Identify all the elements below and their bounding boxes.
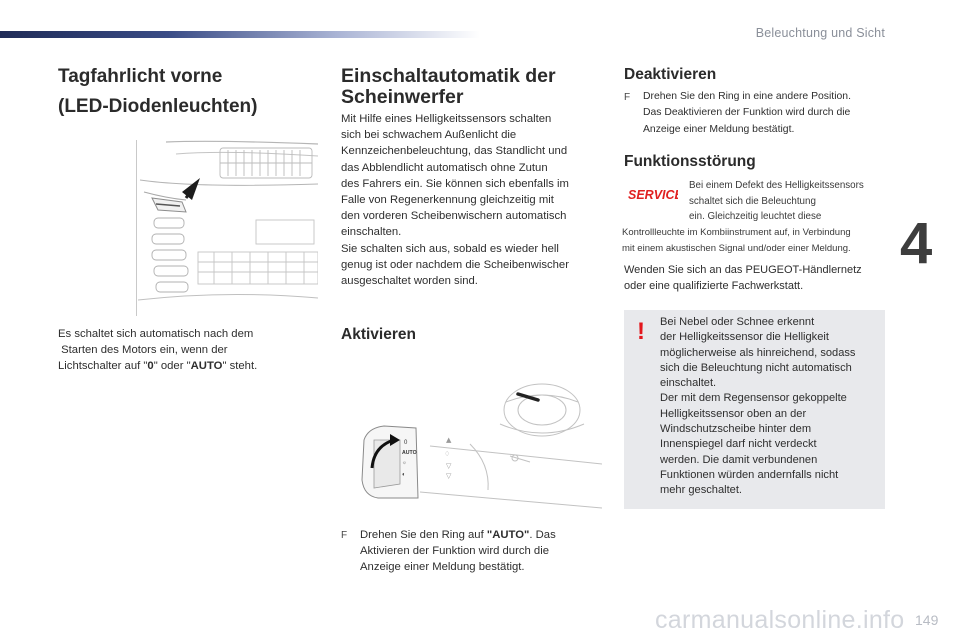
text-line: Bei Nebel oder Schnee erkennt xyxy=(660,316,815,328)
text-line: Aktivieren der Funktion wird durch die xyxy=(360,545,549,558)
watermark: carmanualsonline.info xyxy=(655,606,905,634)
text-line: schaltet sich die Beleuchtung xyxy=(689,195,816,207)
service-warning-icon xyxy=(628,183,678,207)
text-line: Bei einem Defekt des Helligkeitssensors xyxy=(689,180,864,191)
section-title: Beleuchtung und Sicht xyxy=(755,26,885,40)
text-fragment: Drehen Sie den Ring auf xyxy=(360,529,487,541)
text-line: Kennzeichenbeleuchtung, das Standlicht und xyxy=(341,145,568,158)
heading-malfunction: Funktionsstörung xyxy=(624,153,756,170)
title-line: Tagfahrlicht vorne xyxy=(58,66,223,87)
text-line: einschaltet. xyxy=(660,377,717,390)
text-fragment: " steht. xyxy=(222,360,258,373)
text-line: werden. Die damit verbundenen xyxy=(660,453,818,466)
service-label: SERVICE xyxy=(628,188,678,202)
text-line: Funktionen würden andernfalls nicht xyxy=(660,468,839,481)
text-line: sich die Beleuchtung nicht automatisch xyxy=(660,361,852,374)
text-line: des Fahrers ein. Sie können sich ebenfalls im xyxy=(341,177,569,190)
title-daytime-lights xyxy=(58,64,258,120)
malfunction-text-indented xyxy=(689,178,885,225)
text-line: Helligkeitssensor oben an der xyxy=(660,407,807,420)
activate-instruction xyxy=(341,527,601,576)
chapter-number: 4 xyxy=(900,211,933,276)
auto-position-label: "AUTO" xyxy=(486,529,530,541)
stalk-drawing xyxy=(360,380,602,510)
heading-activate: Aktivieren xyxy=(341,326,416,343)
arrow-down-icon: ▽ xyxy=(446,462,452,470)
headlight-icon: ◐ xyxy=(402,472,406,478)
light-switch-illustration xyxy=(360,380,602,510)
text-line: Sie schalten sich aus, sobald es wieder hell xyxy=(341,242,559,255)
text-line: Anzeige einer Meldung bestätigt. xyxy=(643,123,795,135)
deactivate-instruction xyxy=(624,89,886,138)
switch-label-zero: 0 xyxy=(404,440,408,446)
bullet-item xyxy=(341,527,601,576)
service-warning-drawing xyxy=(628,183,678,207)
bullet-marker: F xyxy=(341,530,348,541)
text-line: Mit Hilfe eines Helligkeitssensors schalten xyxy=(341,113,552,125)
header-color-bar xyxy=(0,31,480,38)
title-line: (LED-Diodenleuchten) xyxy=(58,96,258,117)
title-auto-headlights xyxy=(341,66,556,108)
text-line: ein. Gleichzeitig leuchtet diese xyxy=(689,211,822,222)
heading-deactivate: Deaktivieren xyxy=(624,66,717,83)
text-line: Windschutzscheibe hinter dem xyxy=(660,423,812,436)
text-line: Innenspiegel darf nicht verdeckt xyxy=(660,438,817,451)
text-line: genug ist oder nachdem die Scheibenwischer xyxy=(341,258,569,271)
text-line: Der mit dem Regensensor gekoppelte xyxy=(660,392,847,405)
daytime-lights-paragraph xyxy=(58,326,308,375)
fog-light-icon: ♢ xyxy=(444,450,451,458)
front-lights-illustration xyxy=(136,140,318,316)
text-line: ausgeschaltet worden sind. xyxy=(341,275,478,288)
switch-position-auto: AUTO xyxy=(190,360,223,373)
text-line: das Abblendlicht automatisch ohne Zutun xyxy=(341,161,548,174)
text-line: einschalten. xyxy=(341,226,402,239)
text-line: Starten des Motors ein, wenn der xyxy=(58,344,228,357)
car-front-drawing xyxy=(136,140,318,316)
text-fragment: " oder " xyxy=(153,360,191,373)
text-line: Drehen Sie den Ring in eine andere Position. xyxy=(643,91,851,102)
text-fragment: Lichtschalter auf " xyxy=(58,360,148,373)
text-line: der Helligkeitssensor die Helligkeit xyxy=(660,331,829,344)
warning-box xyxy=(624,310,885,509)
bullet-item xyxy=(624,89,886,138)
bullet-marker: F xyxy=(624,92,631,103)
warning-exclamation-icon: ! xyxy=(637,318,645,345)
bullet-text xyxy=(643,89,851,138)
text-line: Wenden Sie sich an das PEUGEOT-Händlernetz xyxy=(624,264,862,276)
title-line: Scheinwerfer xyxy=(341,86,464,108)
text-line: mit einem akustischen Signal und/oder einer Meldung. xyxy=(622,242,851,254)
text-fragment: . Das xyxy=(529,529,556,541)
bullet-text xyxy=(360,527,556,576)
text-line: Anzeige einer Meldung bestätigt. xyxy=(360,561,525,574)
text-line: Kontrollleuchte im Kombiinstrument auf, in Verbindung xyxy=(622,227,851,238)
text-line: Falle von Regenerkennung gleichzeitig mit xyxy=(341,194,554,207)
text-line xyxy=(360,527,556,543)
text-line: möglicherweise als hinreichend, sodass xyxy=(660,346,856,359)
auto-headlights-intro xyxy=(341,111,601,289)
text-line: mehr geschaltet. xyxy=(660,484,743,497)
malfunction-text-full xyxy=(622,225,888,256)
text-line: den vorderen Scheibenwischern automatisch xyxy=(341,210,567,223)
parking-light-icon: ☼ xyxy=(402,460,407,466)
text-line: Das Deaktivieren der Funktion wird durch die xyxy=(643,107,851,119)
arrow-up-icon: ▲ xyxy=(446,436,452,444)
text-line xyxy=(58,358,308,374)
text-line: sich bei schwachem Außenlicht die xyxy=(341,129,517,142)
arrow-down-icon: ▽ xyxy=(446,472,452,480)
text-line: Es schaltet sich automatisch nach dem xyxy=(58,328,254,340)
text-line: oder eine qualifizierte Fachwerkstatt. xyxy=(624,280,804,293)
dealer-contact-paragraph xyxy=(624,262,886,294)
warning-text xyxy=(660,315,882,499)
page-number: 149 xyxy=(915,612,939,628)
switch-position-zero: 0 xyxy=(147,360,154,373)
switch-label-auto: AUTO xyxy=(402,450,417,456)
title-line: Einschaltautomatik der xyxy=(341,65,556,87)
